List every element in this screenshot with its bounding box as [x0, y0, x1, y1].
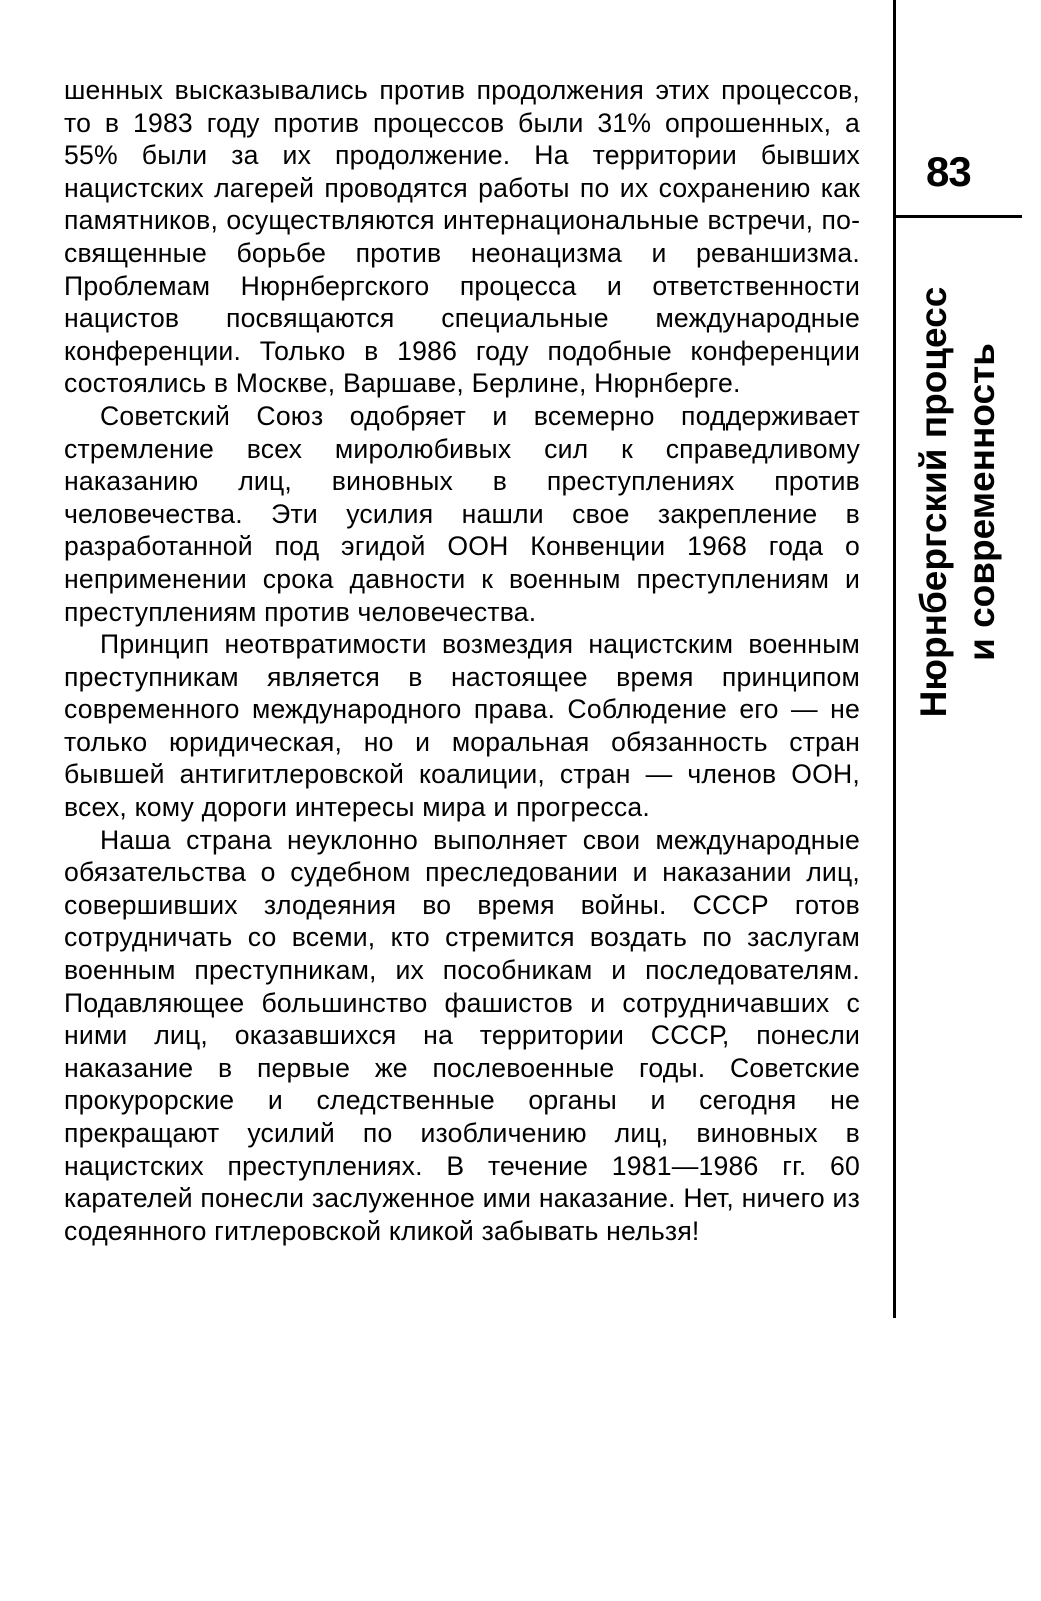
paragraph-soviet-union: Советский Союз одобряет и всемерно поддерживает стремление всех миролюбивых сил к справедливому наказанию лиц, виновных в преступлениях против человечества. Эти усилия нашли свое закрепление в разработанной под эгидой ООН Конвенции 1968 года о неприменении срока давности к военным преступлениям и преступлениям против человечества.: [64, 400, 860, 627]
paragraph-our-country: Наша страна неуклонно выполняет свои международные обязательства о судебном преследовании и наказании лиц, совершивших злодеяния во время войны. СССР готов сотрудничать со всеми, кто стремится воздать по заслугам военным преступникам, их пособникам и последователям. Подавляющее большинство фашистов и сотрудничавших с ними лиц, оказавшихся на территории СССР, понесли наказание в первые же послевоенные годы. Советские прокурорские и следственные органы и сегодня не прекращают усилий по изобличению лиц, виновных в нацистских преступлениях. В течение 1981—1986 гг. 60 карателей понесли заслуженное ими наказание. Нет, ничего из содеянного гитлеровской кликой забывать нельзя!: [64, 824, 860, 1246]
body-text: [64, 74, 860, 1247]
page-number-rule: [896, 215, 1022, 218]
margin-vertical-rule: [893, 0, 896, 1318]
running-head: [910, 242, 1006, 762]
page-number: 83: [926, 148, 971, 195]
running-head-line-2: и современность: [961, 343, 1002, 661]
paragraph-continued: шенных высказывались против продолжения этих процессов, то в 1983 году против процессов были 31% опрошенных, а 55% были за их продолжение. На территории бывших нацистских лагерей проводятся работы по их сохранению как памятников, осуществляются интернациональные встречи, посвященные борьбе против неонацизма и реваншизма. Проблемам Нюрнбергского процесса и ответственности нацистов посвящаются специальные международные конференции. Только в 1986 году подобные конференции состоялись в Москве, Варшаве, Берлине, Нюрнберге.: [64, 75, 860, 399]
running-head-line-1: Нюрнбергский процесс: [913, 286, 954, 718]
paragraph-principle: Принцип неотвратимости возмездия нацистским военным преступникам является в настоящее время принципом современного международного права. Соблюдение его — не только юридическая, но и моральная обязанность стран бывшей антигитлеровской коалиции, стран — членов ООН, всех, кому дороги интересы мира и прогресса.: [64, 629, 860, 823]
